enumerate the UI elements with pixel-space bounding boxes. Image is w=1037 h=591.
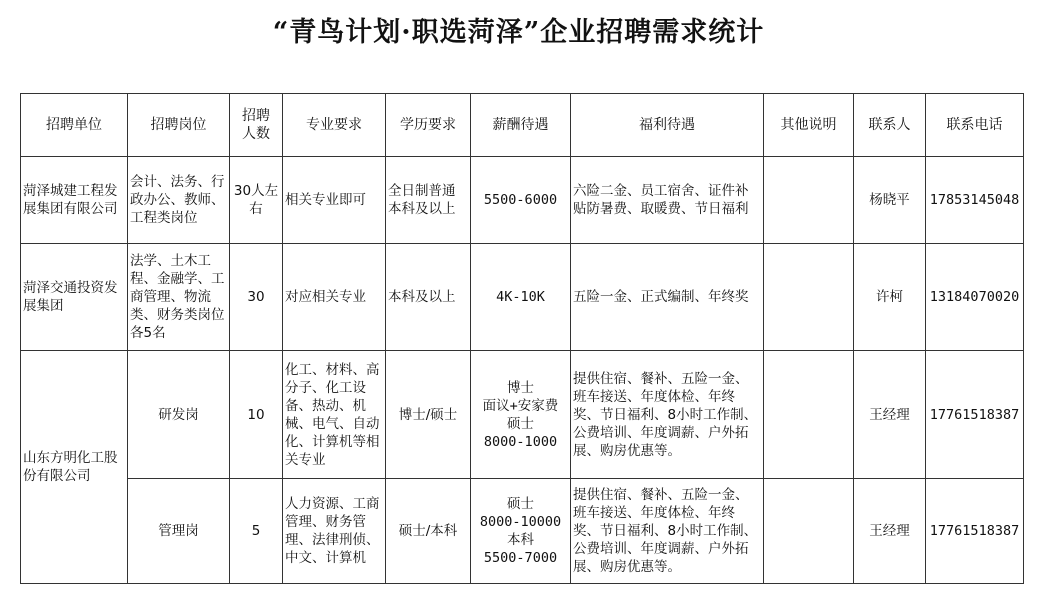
cell-position: 研发岗 [128, 351, 230, 479]
cell-phone: 17853145048 [926, 157, 1024, 244]
cell-major: 相关专业即可 [283, 157, 386, 244]
cell-company: 菏泽城建工程发展集团有限公司 [21, 157, 128, 244]
header-notes: 其他说明 [764, 94, 854, 157]
cell-count: 10 [230, 351, 283, 479]
cell-salary: 5500-6000 [471, 157, 571, 244]
cell-salary: 硕士 8000-10000 本科 5500-7000 [471, 479, 571, 584]
cell-company: 山东方明化工股份有限公司 [21, 351, 128, 584]
cell-phone: 17761518387 [926, 351, 1024, 479]
header-benefits: 福利待遇 [571, 94, 764, 157]
header-major: 专业要求 [283, 94, 386, 157]
page-title: “青鸟计划·职选菏泽”企业招聘需求统计 [272, 17, 765, 48]
cell-notes [764, 351, 854, 479]
cell-salary: 博士 面议+安家费 硕士 8000-1000 [471, 351, 571, 479]
cell-education: 全日制普通本科及以上 [386, 157, 471, 244]
cell-notes [764, 479, 854, 584]
table-row [21, 479, 1024, 584]
cell-contact: 王经理 [854, 351, 926, 479]
header-contact: 联系人 [854, 94, 926, 157]
cell-position: 管理岗 [128, 479, 230, 584]
cell-contact: 杨晓平 [854, 157, 926, 244]
cell-phone: 13184070020 [926, 244, 1024, 351]
header-company: 招聘单位 [21, 94, 128, 157]
cell-major: 对应相关专业 [283, 244, 386, 351]
cell-position: 会计、法务、行政办公、教师、工程类岗位 [128, 157, 230, 244]
cell-education: 本科及以上 [386, 244, 471, 351]
cell-notes [764, 244, 854, 351]
cell-count: 30 [230, 244, 283, 351]
header-education: 学历要求 [386, 94, 471, 157]
cell-company: 菏泽交通投资发展集团 [21, 244, 128, 351]
header-count: 招聘 人数 [230, 94, 283, 157]
cell-count: 5 [230, 479, 283, 584]
cell-benefits: 提供住宿、餐补、五险一金、班车接送、年度体检、年终奖、节日福利、8小时工作制、公费培训、年度调薪、户外拓展、购房优惠等。 [571, 479, 764, 584]
table-row [21, 351, 1024, 479]
cell-salary: 4K-10K [471, 244, 571, 351]
cell-major: 人力资源、工商管理、财务管理、法律刑侦、中文、计算机 [283, 479, 386, 584]
cell-position: 法学、土木工程、金融学、工商管理、物流类、财务类岗位各5名 [128, 244, 230, 351]
table-row [21, 244, 1024, 351]
cell-benefits: 提供住宿、餐补、五险一金、班车接送、年度体检、年终奖、节日福利、8小时工作制、公费培训、年度调薪、户外拓展、购房优惠等。 [571, 351, 764, 479]
header-position: 招聘岗位 [128, 94, 230, 157]
cell-education: 博士/硕士 [386, 351, 471, 479]
cell-contact: 许柯 [854, 244, 926, 351]
table-row [21, 157, 1024, 244]
recruitment-table [20, 93, 1024, 584]
cell-major: 化工、材料、高分子、化工设备、热动、机械、电气、自动化、计算机等相关专业 [283, 351, 386, 479]
cell-notes [764, 157, 854, 244]
cell-phone: 17761518387 [926, 479, 1024, 584]
cell-benefits: 六险二金、员工宿舍、证件补贴防暑费、取暖费、节日福利 [571, 157, 764, 244]
cell-benefits: 五险一金、正式编制、年终奖 [571, 244, 764, 351]
cell-education: 硕士/本科 [386, 479, 471, 584]
cell-count: 30人左右 [230, 157, 283, 244]
cell-contact: 王经理 [854, 479, 926, 584]
header-salary: 薪酬待遇 [471, 94, 571, 157]
header-phone: 联系电话 [926, 94, 1024, 157]
header-row [21, 94, 1024, 157]
